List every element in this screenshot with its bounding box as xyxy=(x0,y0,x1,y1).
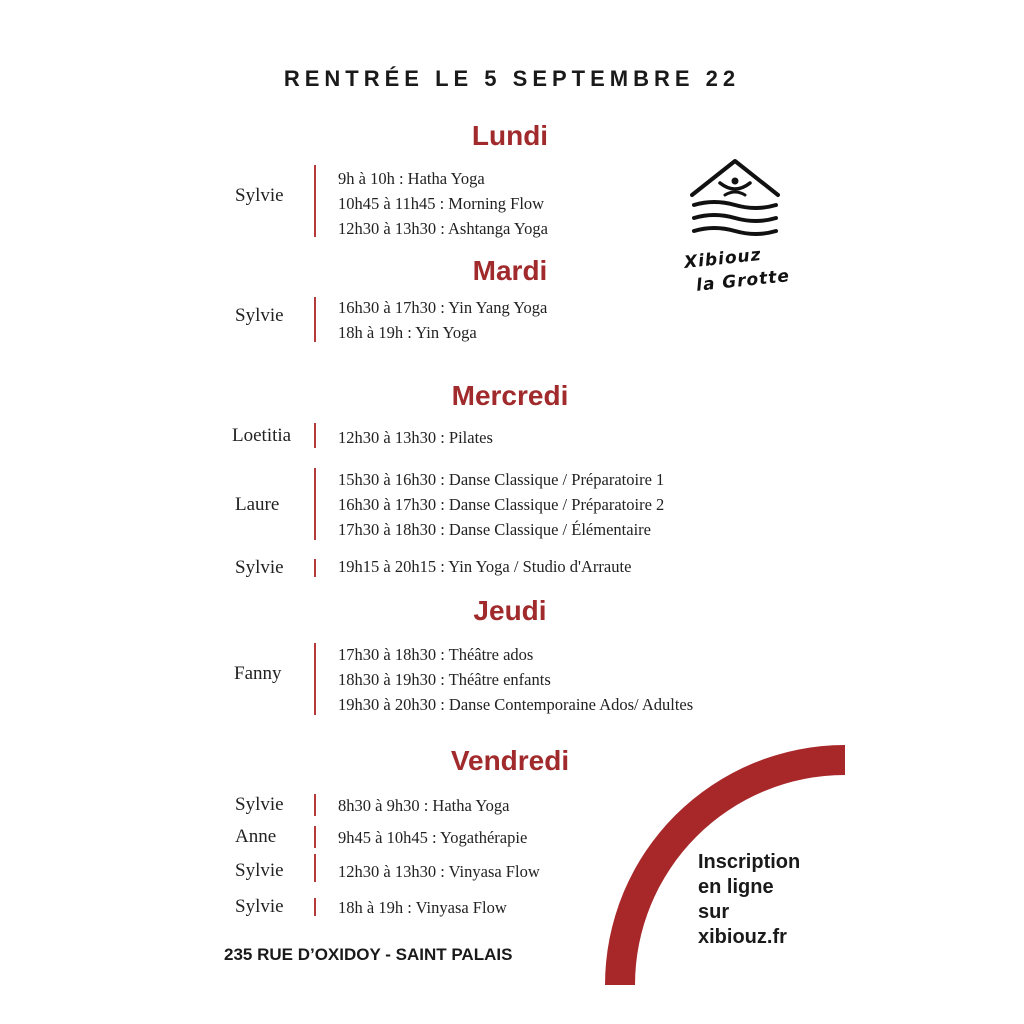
session-item: 17h30 à 18h30 : Danse Classique / Élémentaire xyxy=(338,520,651,539)
session-item: 12h30 à 13h30 : Ashtanga Yoga xyxy=(338,219,548,238)
divider xyxy=(314,826,316,848)
teacher-name: Sylvie xyxy=(235,794,284,815)
day-heading-mercredi: Mercredi xyxy=(451,380,569,411)
session-item: 16h30 à 17h30 : Danse Classique / Préparatoire 2 xyxy=(338,495,665,514)
session-item: 12h30 à 13h30 : Vinyasa Flow xyxy=(338,862,540,881)
logo-name: Xibiouz xyxy=(683,244,763,274)
session-item: 16h30 à 17h30 : Yin Yang Yoga xyxy=(338,298,548,317)
logo-subtitle: la Grotte xyxy=(695,266,791,296)
session-item: 12h30 à 13h30 : Pilates xyxy=(338,428,493,447)
divider xyxy=(314,898,316,916)
teacher-name: Anne xyxy=(235,826,277,847)
inscription-block xyxy=(698,850,800,950)
session-item: 10h45 à 11h45 : Morning Flow xyxy=(338,194,545,213)
session-list xyxy=(338,825,527,850)
session-item: 18h à 19h : Yin Yoga xyxy=(338,323,477,342)
website-link[interactable]: xibiouz.fr xyxy=(698,926,787,948)
teacher-name: Fanny xyxy=(234,663,282,684)
day-heading-mardi: Mardi xyxy=(472,255,548,286)
teacher-name: Sylvie xyxy=(235,557,284,578)
teacher-name: Sylvie xyxy=(235,896,284,917)
session-item: 18h à 19h : Vinyasa Flow xyxy=(338,898,507,917)
inscription-line: en ligne xyxy=(698,876,774,898)
session-item: 17h30 à 18h30 : Théâtre ados xyxy=(338,645,534,664)
session-list xyxy=(338,895,507,920)
session-list xyxy=(338,793,509,818)
day-heading-lundi: Lundi xyxy=(471,120,549,151)
teacher-name: Laure xyxy=(235,494,280,515)
teacher-name: Sylvie xyxy=(235,185,284,206)
session-item: 19h15 à 20h15 : Yin Yoga / Studio d'Arraute xyxy=(338,557,632,576)
page-title: RENTRÉE LE 5 SEPTEMBRE 22 xyxy=(283,66,741,91)
session-item: 9h45 à 10h45 : Yogathérapie xyxy=(338,828,528,847)
teacher-name: Sylvie xyxy=(235,860,284,881)
teacher-name: Loetitia xyxy=(232,425,292,446)
address: 235 RUE D’OXIDOY - SAINT PALAIS xyxy=(224,945,513,964)
session-item: 19h30 à 20h30 : Danse Contemporaine Ados/ Adultes xyxy=(338,695,694,714)
session-list xyxy=(338,859,540,884)
day-heading-vendredi: Vendredi xyxy=(450,745,570,776)
divider xyxy=(314,854,316,882)
session-item: 15h30 à 16h30 : Danse Classique / Préparatoire 1 xyxy=(338,470,665,489)
inscription-line: sur xyxy=(698,901,730,923)
session-item: 8h30 à 9h30 : Hatha Yoga xyxy=(338,796,510,815)
day-heading-jeudi: Jeudi xyxy=(473,595,547,626)
session-item: 18h30 à 19h30 : Théâtre enfants xyxy=(338,670,551,689)
inscription-line: Inscription xyxy=(698,851,801,873)
divider xyxy=(314,794,316,816)
session-item: 9h à 10h : Hatha Yoga xyxy=(338,169,485,188)
teacher-name: Sylvie xyxy=(235,305,284,326)
